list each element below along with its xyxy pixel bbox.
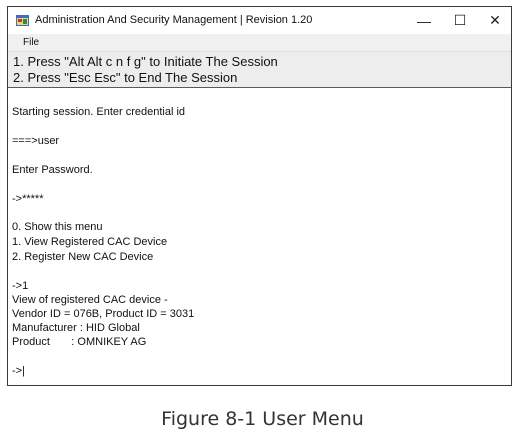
window-title: Administration And Security Management | Revision 1.20 <box>35 14 313 26</box>
instruction-initiate-session: 1. Press "Alt Alt c n f g" to Initiate The Session <box>13 54 278 69</box>
menu-bar <box>8 34 511 52</box>
console-line: 0. Show this menu <box>12 221 103 233</box>
console-line: Enter Password. <box>12 164 93 176</box>
figure-caption: Figure 8-1 User Menu <box>161 408 364 430</box>
close-button[interactable]: ✕ <box>489 12 501 28</box>
instructions-panel <box>8 52 511 88</box>
instruction-end-session: 2. Press "Esc Esc" to End The Session <box>13 70 238 85</box>
console-line: ->***** <box>12 193 44 205</box>
console-line: ===>user <box>12 135 60 147</box>
console-line: Vendor ID = 076B, Product ID = 3031 <box>12 308 195 320</box>
minimize-button[interactable]: — <box>417 12 431 29</box>
console-prompt[interactable]: ->| <box>12 365 25 377</box>
console-line: 1. View Registered CAC Device <box>12 236 168 248</box>
console-line: Starting session. Enter credential id <box>12 106 186 118</box>
app-window <box>7 6 512 386</box>
title-bar <box>8 7 511 34</box>
console-line: Product : OMNIKEY AG <box>12 336 147 348</box>
menu-file[interactable]: File <box>23 37 40 48</box>
console-line: ->1 <box>12 280 29 292</box>
maximize-button[interactable]: ☐ <box>453 12 467 28</box>
app-window-icon <box>16 15 29 26</box>
console-line: Manufacturer : HID Global <box>12 322 140 334</box>
console-line: 2. Register New CAC Device <box>12 251 154 263</box>
console-output[interactable] <box>8 89 511 385</box>
console-line: View of registered CAC device - <box>12 294 168 306</box>
